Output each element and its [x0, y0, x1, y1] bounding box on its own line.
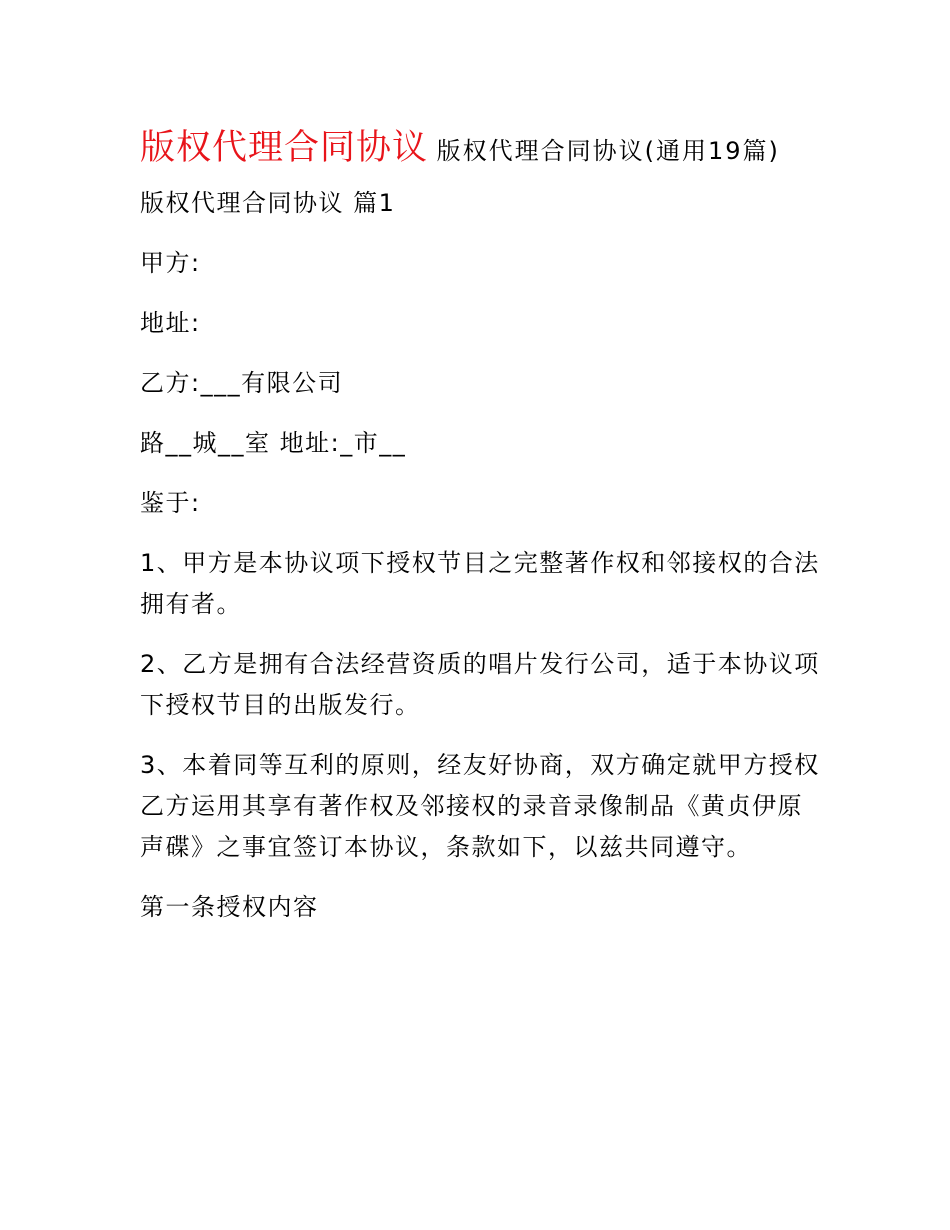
address-field: 地址: — [140, 309, 201, 337]
whereas-clause-3: 3、本着同等互利的原则，经友好协商，双方确定就甲方授权乙方运用其享有著作权及邻接权的录音录像制品《黄贞伊原声碟》之事宜签订本协议，条款如下，以兹共同遵守。 — [140, 751, 820, 861]
document-subtitle: 版权代理合同协议(通用19篇) — [436, 137, 780, 165]
whereas-clause-2: 2、乙方是拥有合法经营资质的唱片发行公司，适于本协议项下授权节目的出版发行。 — [140, 650, 820, 719]
party-b-field: 乙方:___有限公司 — [140, 369, 344, 397]
document-page — [140, 118, 820, 947]
article-1-heading: 第一条授权内容 — [140, 893, 319, 921]
section-heading: 版权代理合同协议 篇1 — [140, 189, 396, 217]
party-a-field: 甲方: — [140, 249, 201, 277]
party-b-address-field: 路__城__室 地址:_市__ — [140, 429, 407, 457]
whereas-clause-1: 1、甲方是本协议项下授权节目之完整著作权和邻接权的合法拥有者。 — [140, 549, 820, 618]
whereas-heading: 鉴于: — [140, 489, 201, 517]
document-title: 版权代理合同协议 — [140, 128, 429, 168]
document-heading — [140, 118, 820, 181]
